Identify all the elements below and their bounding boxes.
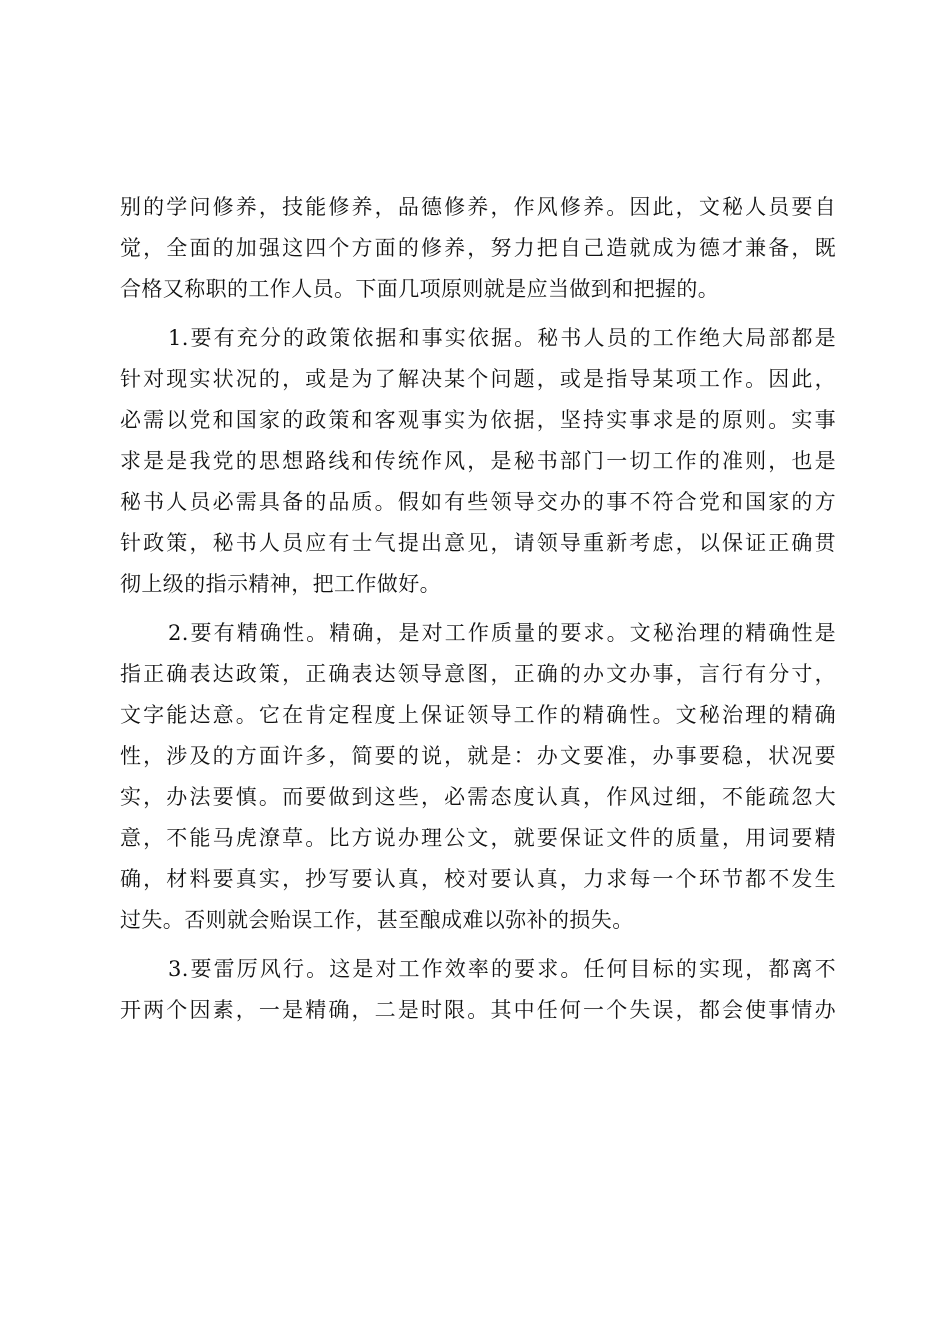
text-line: 指正确表达政策，正确表达领导意图，正确的办文办事，言行有分寸， <box>120 662 836 686</box>
text-line: 1.要有充分的政策依据和事实依据。秘书人员的工作绝大局部都是 <box>168 326 836 350</box>
text-line: 必需以党和国家的政策和客观事实为依据，坚持实事求是的原则。实事 <box>120 408 836 432</box>
text-line: 秘书人员必需具备的品质。假如有些领导交办的事不符合党和国家的方 <box>120 490 836 514</box>
document-body <box>120 187 836 1031</box>
text-line: 彻上级的指示精神，把工作做好。 <box>120 572 441 596</box>
text-line: 开两个因素，一是精确，二是时限。其中任何一个失误，都会使事情办 <box>120 998 836 1022</box>
section-2-paragraph <box>120 613 836 941</box>
text-line: 文字能达意。它在肯定程度上保证领导工作的精确性。文秘治理的精确 <box>120 703 836 727</box>
text-line: 意，不能马虎潦草。比方说办理公文，就要保证文件的质量，用词要精 <box>120 826 836 850</box>
intro-paragraph <box>120 187 836 310</box>
text-line: 针政策，秘书人员应有士气提出意见，请领导重新考虑，以保证正确贯 <box>120 531 836 555</box>
text-line: 确，材料要真实，抄写要认真，校对要认真，力求每一个环节都不发生 <box>120 867 836 891</box>
text-line: 求是是我党的思想路线和传统作风，是秘书部门一切工作的准则，也是 <box>120 449 836 473</box>
text-line: 2.要有精确性。精确，是对工作质量的要求。文秘治理的精确性是 <box>168 621 836 645</box>
text-line: 别的学问修养，技能修养，品德修养，作风修养。因此，文秘人员要自 <box>120 195 836 219</box>
text-line: 3.要雷厉风行。这是对工作效率的要求。任何目标的实现，都离不 <box>168 957 836 981</box>
text-line: 过失。否则就会贻误工作，甚至酿成难以弥补的损失。 <box>120 908 634 932</box>
paragraph-gap <box>120 310 836 318</box>
paragraph-gap <box>120 941 836 949</box>
text-line: 合格又称职的工作人员。下面几项原则就是应当做到和把握的。 <box>120 277 720 301</box>
text-line: 实，办法要慎。而要做到这些，必需态度认真，作风过细，不能疏忽大 <box>120 785 836 809</box>
section-3-paragraph <box>120 949 836 1031</box>
paragraph-gap <box>120 605 836 613</box>
text-line: 觉，全面的加强这四个方面的修养，努力把自己造就成为德才兼备，既 <box>120 236 836 260</box>
section-1-paragraph <box>120 318 836 605</box>
text-line: 性，涉及的方面许多，简要的说，就是：办文要准，办事要稳，状况要 <box>120 744 836 768</box>
text-line: 针对现实状况的，或是为了解决某个问题，或是指导某项工作。因此， <box>120 367 836 391</box>
